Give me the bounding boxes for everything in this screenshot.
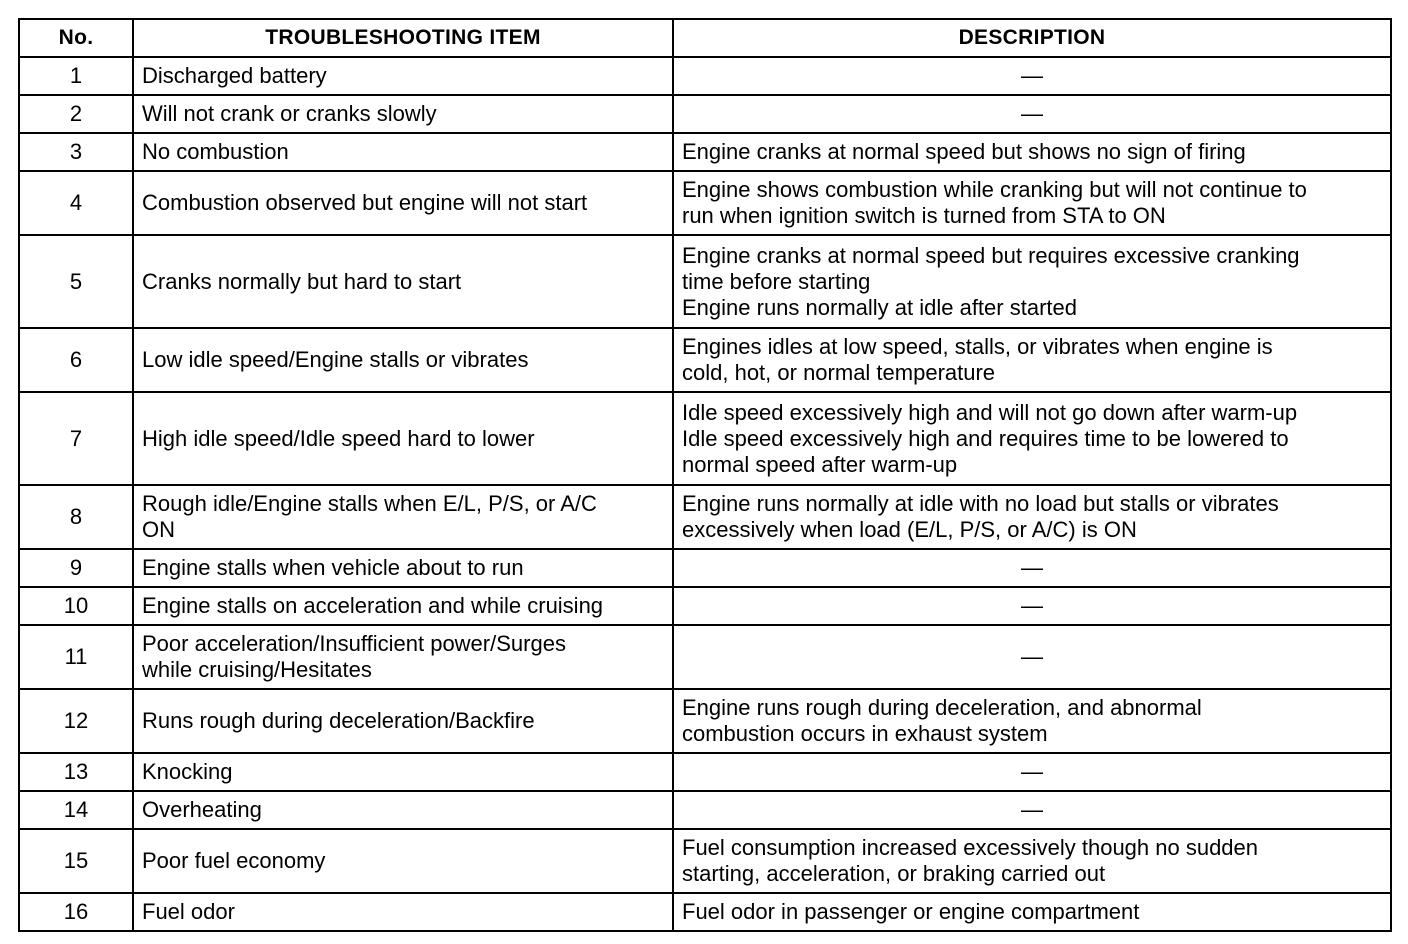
item-text-line: Poor acceleration/Insufficient power/Surges bbox=[142, 631, 566, 656]
description-empty-dash bbox=[673, 57, 1391, 95]
description bbox=[673, 392, 1391, 485]
table-row bbox=[19, 95, 1391, 133]
row-number: 12 bbox=[19, 689, 133, 753]
description-text-line: Fuel odor in passenger or engine compartment bbox=[682, 899, 1140, 924]
description-text-line: starting, acceleration, or braking carried out bbox=[682, 861, 1106, 886]
description-empty-dash bbox=[673, 587, 1391, 625]
row-number: 4 bbox=[19, 171, 133, 235]
table-row bbox=[19, 171, 1391, 235]
description bbox=[673, 328, 1391, 392]
description-text-line: time before starting bbox=[682, 268, 871, 294]
table-row bbox=[19, 791, 1391, 829]
troubleshooting-item bbox=[133, 587, 673, 625]
item-text-line: Cranks normally but hard to start bbox=[142, 268, 462, 294]
row-number: 7 bbox=[19, 392, 133, 485]
description-text-line: Engine cranks at normal speed but shows no sign of firing bbox=[682, 139, 1246, 164]
description-text-line: — bbox=[1021, 797, 1043, 822]
row-number: 8 bbox=[19, 485, 133, 549]
header-troubleshooting-item: TROUBLESHOOTING ITEM bbox=[133, 19, 673, 57]
description-text-line: Engine runs normally at idle with no load but stalls or vibrates bbox=[682, 491, 1279, 516]
row-number: 10 bbox=[19, 587, 133, 625]
row-number: 15 bbox=[19, 829, 133, 893]
item-text-line: Engine stalls on acceleration and while cruising bbox=[142, 593, 604, 618]
description bbox=[673, 171, 1391, 235]
troubleshooting-item bbox=[133, 893, 673, 931]
description-text-line: Idle speed excessively high and will not go down after warm-up bbox=[682, 399, 1298, 425]
table-row bbox=[19, 57, 1391, 95]
item-text-line: Rough idle/Engine stalls when E/L, P/S, or A/C bbox=[142, 491, 597, 516]
description-text-line: run when ignition switch is turned from STA to ON bbox=[682, 203, 1166, 228]
troubleshooting-sheet bbox=[18, 18, 1390, 932]
troubleshooting-item bbox=[133, 549, 673, 587]
description-text-line: — bbox=[1021, 759, 1043, 784]
table-row bbox=[19, 485, 1391, 549]
troubleshooting-item bbox=[133, 328, 673, 392]
troubleshooting-item bbox=[133, 753, 673, 791]
table-row bbox=[19, 689, 1391, 753]
description-text-line: cold, hot, or normal temperature bbox=[682, 360, 996, 385]
description-text-line: Engines idles at low speed, stalls, or vibrates when engine is bbox=[682, 334, 1273, 359]
description-text-line: Idle speed excessively high and requires time to be lowered to bbox=[682, 425, 1289, 451]
item-text-line: Poor fuel economy bbox=[142, 848, 326, 873]
description-text-line: — bbox=[1021, 593, 1043, 618]
item-text-line: Overheating bbox=[142, 797, 262, 822]
row-number: 5 bbox=[19, 235, 133, 328]
table-row bbox=[19, 753, 1391, 791]
description-text-line: Fuel consumption increased excessively though no sudden bbox=[682, 835, 1259, 860]
item-text-line: Fuel odor bbox=[142, 899, 235, 924]
item-text-line: while cruising/Hesitates bbox=[142, 657, 372, 682]
troubleshooting-item bbox=[133, 95, 673, 133]
description-empty-dash bbox=[673, 753, 1391, 791]
description-text-line: Engine shows combustion while cranking but will not continue to bbox=[682, 177, 1307, 202]
troubleshooting-item bbox=[133, 392, 673, 485]
description bbox=[673, 485, 1391, 549]
row-number: 2 bbox=[19, 95, 133, 133]
item-text-line: Runs rough during deceleration/Backfire bbox=[142, 708, 535, 733]
troubleshooting-item bbox=[133, 485, 673, 549]
troubleshooting-item bbox=[133, 235, 673, 328]
row-number: 9 bbox=[19, 549, 133, 587]
header-description: DESCRIPTION bbox=[673, 19, 1391, 57]
table-row bbox=[19, 328, 1391, 392]
row-number: 13 bbox=[19, 753, 133, 791]
description bbox=[673, 689, 1391, 753]
row-number: 11 bbox=[19, 625, 133, 689]
description-text-line: normal speed after warm-up bbox=[682, 451, 958, 477]
table-row bbox=[19, 133, 1391, 171]
item-text-line: Combustion observed but engine will not start bbox=[142, 190, 588, 215]
troubleshooting-item bbox=[133, 791, 673, 829]
description-text-line: — bbox=[1021, 644, 1043, 669]
description-text-line: combustion occurs in exhaust system bbox=[682, 721, 1048, 746]
header-no: No. bbox=[19, 19, 133, 57]
description-empty-dash bbox=[673, 549, 1391, 587]
description-empty-dash bbox=[673, 95, 1391, 133]
troubleshooting-item bbox=[133, 829, 673, 893]
table-row bbox=[19, 235, 1391, 328]
description-empty-dash bbox=[673, 625, 1391, 689]
item-text-line: ON bbox=[142, 517, 175, 542]
row-number: 3 bbox=[19, 133, 133, 171]
description-text-line: Engine runs rough during deceleration, and abnormal bbox=[682, 695, 1202, 720]
table-row bbox=[19, 893, 1391, 931]
description-text-line: — bbox=[1021, 63, 1043, 88]
item-text-line: Low idle speed/Engine stalls or vibrates bbox=[142, 347, 529, 372]
item-text-line: Engine stalls when vehicle about to run bbox=[142, 555, 524, 580]
troubleshooting-item bbox=[133, 171, 673, 235]
description-text-line: — bbox=[1021, 101, 1043, 126]
table-row bbox=[19, 549, 1391, 587]
description-empty-dash bbox=[673, 791, 1391, 829]
header-row bbox=[19, 19, 1391, 57]
item-text-line: No combustion bbox=[142, 139, 289, 164]
troubleshooting-item bbox=[133, 689, 673, 753]
description bbox=[673, 133, 1391, 171]
table-row bbox=[19, 587, 1391, 625]
item-text-line: Discharged battery bbox=[142, 63, 327, 88]
troubleshooting-item bbox=[133, 57, 673, 95]
table-row bbox=[19, 392, 1391, 485]
item-text-line: High idle speed/Idle speed hard to lower bbox=[142, 425, 535, 451]
row-number: 6 bbox=[19, 328, 133, 392]
item-text-line: Knocking bbox=[142, 759, 233, 784]
troubleshooting-table bbox=[18, 18, 1392, 932]
description-text-line: excessively when load (E/L, P/S, or A/C) is ON bbox=[682, 517, 1137, 542]
table-row bbox=[19, 625, 1391, 689]
table-row bbox=[19, 829, 1391, 893]
description bbox=[673, 829, 1391, 893]
description-text-line: Engine runs normally at idle after started bbox=[682, 294, 1077, 320]
troubleshooting-item bbox=[133, 625, 673, 689]
table-body bbox=[19, 57, 1391, 931]
item-text-line: Will not crank or cranks slowly bbox=[142, 101, 437, 126]
description bbox=[673, 235, 1391, 328]
description-text-line: — bbox=[1021, 555, 1043, 580]
description bbox=[673, 893, 1391, 931]
troubleshooting-item bbox=[133, 133, 673, 171]
row-number: 16 bbox=[19, 893, 133, 931]
description-text-line: Engine cranks at normal speed but requires excessive cranking bbox=[682, 242, 1300, 268]
row-number: 14 bbox=[19, 791, 133, 829]
row-number: 1 bbox=[19, 57, 133, 95]
